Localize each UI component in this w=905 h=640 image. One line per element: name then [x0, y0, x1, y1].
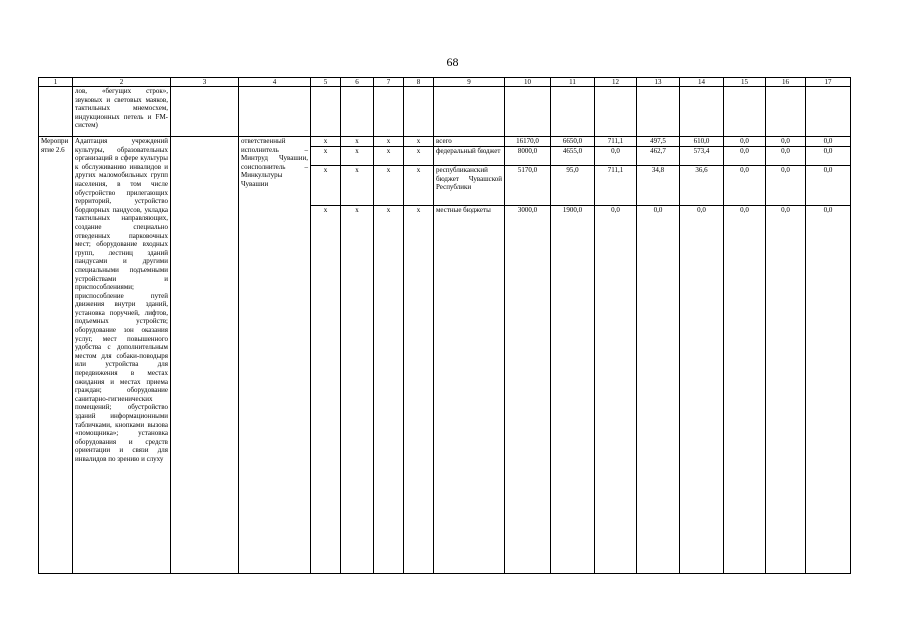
measure-number: Мероприятие 2.6	[39, 137, 73, 574]
value-cell: 573,4	[680, 147, 724, 166]
value-cell: 3000,0	[505, 206, 551, 574]
cell-x: х	[374, 166, 404, 206]
col-header: 17	[806, 78, 851, 87]
cell-x: х	[341, 137, 374, 147]
table-row	[39, 137, 851, 147]
value-cell: 16170,0	[505, 137, 551, 147]
col-header: 6	[341, 78, 374, 87]
value-cell: 4655,0	[551, 147, 595, 166]
value-cell: 0,0	[766, 206, 806, 574]
cell-x: х	[404, 137, 434, 147]
column-number-row	[39, 78, 851, 87]
cell-x: х	[374, 137, 404, 147]
col-header: 12	[595, 78, 637, 87]
value-cell: 36,6	[680, 166, 724, 206]
value-cell: 8000,0	[505, 147, 551, 166]
cell-x: х	[311, 206, 341, 574]
value-cell: 0,0	[766, 147, 806, 166]
value-cell: 0,0	[724, 206, 766, 574]
col-header: 11	[551, 78, 595, 87]
cell-x: х	[404, 166, 434, 206]
value-cell: 5170,0	[505, 166, 551, 206]
col-header: 15	[724, 78, 766, 87]
value-cell: 0,0	[724, 147, 766, 166]
value-cell: 95,0	[551, 166, 595, 206]
cell-x: х	[404, 147, 434, 166]
measure-description: Адаптация учреждений культуры, образовательных организаций в сфере культуры к обслуживанию инвалидов и других маломобильных групп населения, в том числе обустройство прилегающих территорий, устройство бордюрных пандусов, укладка тактильных направляющих, создание специально отведенных парковочных мест; оборудование входных групп, лестниц зданий пандусами и другими специальными подъемными устройствами и приспособлениями; приспособление путей движения внутри зданий, установка поручней, лифтов, подъемных устройств; оборудование зон оказания услуг, мест повышенного удобства с дополнительным местом для собаки-поводыря или устройства для передвижения в местах ожидания и местах приема граждан; оборудование санитарно-гигиенических помещений; обустройство зданий информационными табличками, кнопками вызова «помощника»; установка оборудования и средств ориентации и связи для инвалидов по зрению и слуху	[73, 137, 171, 574]
cell-x: х	[341, 206, 374, 574]
col-header: 9	[434, 78, 505, 87]
value-cell: 0,0	[595, 206, 637, 574]
funding-source: федеральный бюджет	[434, 147, 505, 166]
col-header: 13	[637, 78, 680, 87]
budget-table	[38, 77, 851, 574]
value-cell: 0,0	[595, 147, 637, 166]
cell-x: х	[311, 166, 341, 206]
cell-x: х	[404, 206, 434, 574]
col-header: 14	[680, 78, 724, 87]
funding-source: всего	[434, 137, 505, 147]
value-cell: 711,1	[595, 166, 637, 206]
value-cell: 0,0	[637, 206, 680, 574]
responsible-executor: ответственный исполнитель – Минтруд Чувашии, соисполнитель – Минкультуры Чувашии	[239, 137, 311, 574]
measure-description-continued: лов, «бегущих строк», звуковых и световых маяков, тактильных мнемосхем, индукционных петель и FM-систем)	[73, 87, 171, 137]
value-cell: 711,1	[595, 137, 637, 147]
value-cell: 0,0	[806, 137, 851, 147]
cell-x: х	[374, 206, 404, 574]
col-header: 7	[374, 78, 404, 87]
value-cell: 0,0	[724, 137, 766, 147]
col-header: 5	[311, 78, 341, 87]
funding-source: местные бюджеты	[434, 206, 505, 574]
cell-x: х	[311, 137, 341, 147]
cell-x: х	[311, 147, 341, 166]
page-number: 68	[446, 55, 459, 69]
col-header: 10	[505, 78, 551, 87]
value-cell: 462,7	[637, 147, 680, 166]
table-row-continued	[39, 87, 851, 137]
col-header: 2	[73, 78, 171, 87]
cell-x: х	[341, 147, 374, 166]
value-cell: 0,0	[806, 206, 851, 574]
value-cell: 0,0	[766, 166, 806, 206]
value-cell: 0,0	[680, 206, 724, 574]
col-header: 1	[39, 78, 73, 87]
col-header: 3	[171, 78, 239, 87]
value-cell: 1900,0	[551, 206, 595, 574]
col-header: 16	[766, 78, 806, 87]
cell-x: х	[341, 166, 374, 206]
measure-col3	[171, 137, 239, 574]
value-cell: 6650,0	[551, 137, 595, 147]
value-cell: 34,8	[637, 166, 680, 206]
value-cell: 0,0	[806, 166, 851, 206]
funding-source: республиканский бюджет Чувашской Республики	[434, 166, 505, 206]
col-header: 8	[404, 78, 434, 87]
value-cell: 610,0	[680, 137, 724, 147]
value-cell: 0,0	[766, 137, 806, 147]
cell-x: х	[374, 147, 404, 166]
value-cell: 0,0	[806, 147, 851, 166]
col-header: 4	[239, 78, 311, 87]
value-cell: 497,5	[637, 137, 680, 147]
value-cell: 0,0	[724, 166, 766, 206]
